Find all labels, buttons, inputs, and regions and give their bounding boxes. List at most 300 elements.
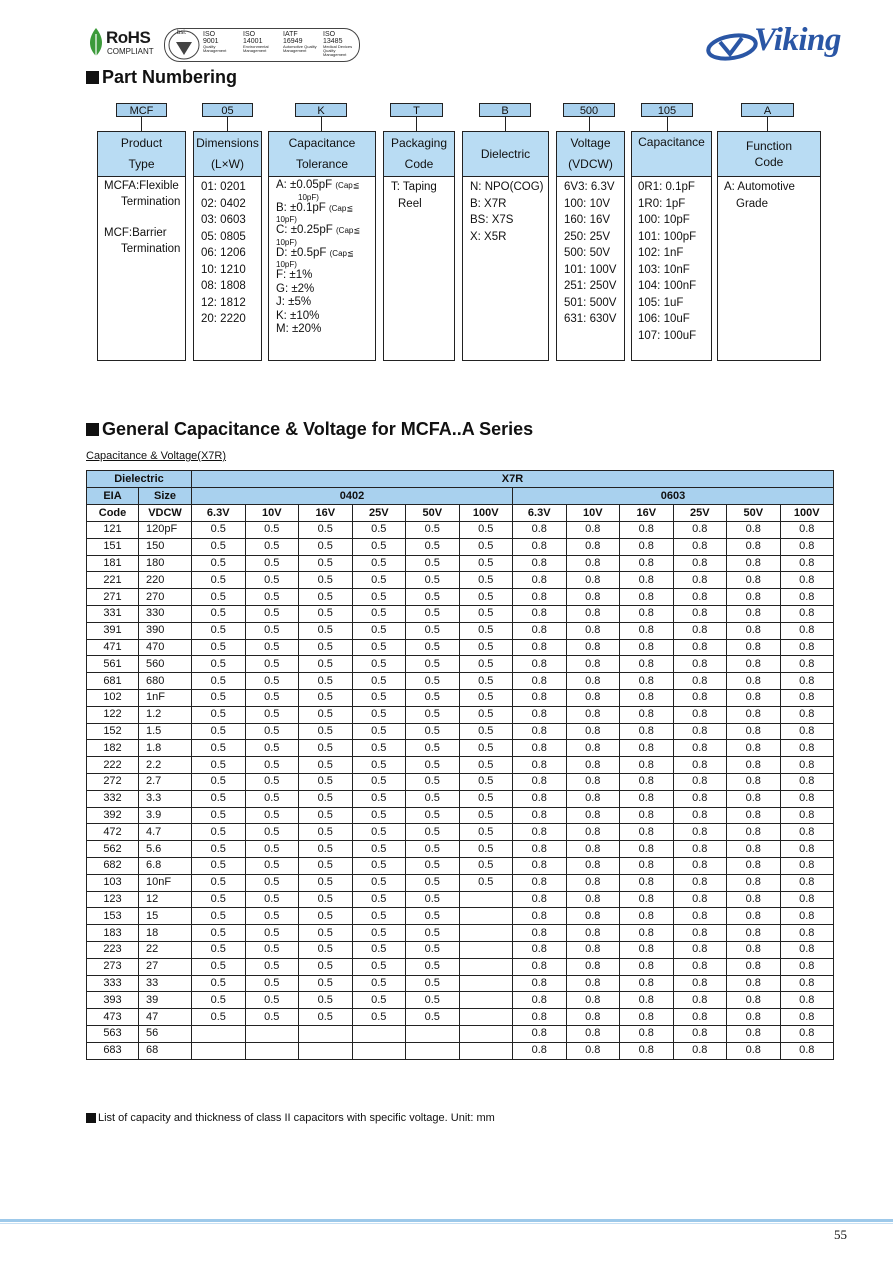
thickness-cell-0402: 0.5 [352,656,406,673]
thickness-cell-0402: 0.5 [192,689,246,706]
thickness-cell-0402: 0.5 [245,925,299,942]
thickness-cell-0603: 0.8 [513,605,567,622]
thickness-cell-0603: 0.8 [727,908,781,925]
thickness-cell-0402: 0.5 [245,941,299,958]
thickness-cell-0402: 0.5 [245,589,299,606]
eia-code-cell: 102 [87,689,139,706]
thickness-cell-0603: 0.8 [780,555,834,572]
table-row [87,1025,834,1042]
values-function: A: Automotive Grade [717,177,821,361]
thickness-cell-0603: 0.8 [620,723,674,740]
thickness-cell-0402: 0.5 [192,841,246,858]
thickness-cell-0603: 0.8 [513,723,567,740]
thickness-cell-0603: 0.8 [620,757,674,774]
thickness-cell-0402: 0.5 [406,790,460,807]
thickness-cell-0603: 0.8 [780,824,834,841]
thickness-cell-0402: 0.5 [352,723,406,740]
thickness-cell-0603: 0.8 [620,824,674,841]
thickness-cell-0402: 0.5 [352,807,406,824]
thickness-cell-0603: 0.8 [673,589,727,606]
capacitance-cell: 15 [139,908,192,925]
thickness-cell-0603: 0.8 [566,874,620,891]
thickness-cell-0402: 0.5 [352,740,406,757]
thickness-cell-0402: 0.5 [406,589,460,606]
table-row [87,589,834,606]
eia-code-cell: 103 [87,874,139,891]
thickness-cell-0402: 0.5 [192,706,246,723]
thickness-cell-0402 [192,1025,246,1042]
capacitance-cell: 68 [139,1042,192,1059]
thickness-cell-0603: 0.8 [727,992,781,1009]
connector-line [141,117,142,131]
thickness-cell-0402: 0.5 [192,589,246,606]
thickness-cell-0402: 0.5 [352,874,406,891]
thickness-cell-0402: 0.5 [299,891,353,908]
thickness-cell-0402: 0.5 [352,622,406,639]
eia-code-cell: 393 [87,992,139,1009]
thickness-cell-0402 [459,941,513,958]
table-row [87,925,834,942]
voltage-header: 25V [673,505,727,522]
thickness-cell-0402: 0.5 [299,723,353,740]
thickness-cell-0402 [352,1042,406,1059]
table-row [87,538,834,555]
thickness-cell-0603: 0.8 [620,807,674,824]
thickness-cell-0402: 0.5 [192,925,246,942]
thickness-cell-0603: 0.8 [513,773,567,790]
thickness-cell-0402: 0.5 [406,1009,460,1026]
thickness-cell-0402: 0.5 [299,992,353,1009]
eia-header: EIA [87,488,139,505]
viking-logo [706,22,851,64]
category-dimensions: Dimensions (L×W) [193,131,262,177]
eia-code-cell: 153 [87,908,139,925]
thickness-cell-0603: 0.8 [780,522,834,539]
thickness-cell-0603: 0.8 [727,723,781,740]
cert-bsi: bsi. [177,30,187,36]
thickness-cell-0402: 0.5 [352,639,406,656]
code-header: Code [87,505,139,522]
thickness-cell-0402 [459,958,513,975]
thickness-cell-0603: 0.8 [513,572,567,589]
thickness-cell-0402: 0.5 [245,639,299,656]
thickness-cell-0402 [459,992,513,1009]
thickness-cell-0402: 0.5 [406,925,460,942]
thickness-cell-0603: 0.8 [673,807,727,824]
thickness-cell-0402: 0.5 [299,841,353,858]
thickness-cell-0402: 0.5 [352,958,406,975]
thickness-cell-0402: 0.5 [459,723,513,740]
thickness-cell-0402: 0.5 [406,522,460,539]
thickness-cell-0603: 0.8 [566,656,620,673]
thickness-cell-0603: 0.8 [673,656,727,673]
cert-iatf-16949: IATF 16949 Automotive Quality Management [283,31,317,53]
thickness-cell-0603: 0.8 [566,605,620,622]
thickness-cell-0603: 0.8 [513,975,567,992]
thickness-cell-0402: 0.5 [192,975,246,992]
thickness-cell-0402: 0.5 [245,555,299,572]
thickness-cell-0603: 0.8 [513,555,567,572]
connector-line [505,117,506,131]
eia-code-cell: 563 [87,1025,139,1042]
eia-code-cell: 183 [87,925,139,942]
thickness-cell-0603: 0.8 [513,706,567,723]
thickness-cell-0603: 0.8 [727,773,781,790]
table-row [87,656,834,673]
cert-iso-9001: ISO 9001 Quality Management [203,31,227,53]
connector-line [416,117,417,131]
thickness-cell-0603: 0.8 [727,841,781,858]
thickness-cell-0603: 0.8 [566,689,620,706]
thickness-cell-0402: 0.5 [245,572,299,589]
thickness-cell-0603: 0.8 [673,572,727,589]
thickness-cell-0402: 0.5 [299,589,353,606]
thickness-cell-0402: 0.5 [245,891,299,908]
code-box-dielectric: B [479,103,531,117]
capacitance-cell: 33 [139,975,192,992]
capacitance-cell: 47 [139,1009,192,1026]
thickness-cell-0603: 0.8 [620,1009,674,1026]
thickness-cell-0402: 0.5 [299,538,353,555]
voltage-header: 25V [352,505,406,522]
thickness-cell-0603: 0.8 [780,975,834,992]
thickness-cell-0603: 0.8 [673,1042,727,1059]
table-row [87,992,834,1009]
capacitance-cell: 120pF [139,522,192,539]
thickness-cell-0603: 0.8 [620,522,674,539]
thickness-cell-0402: 0.5 [406,706,460,723]
thickness-cell-0402: 0.5 [192,555,246,572]
thickness-cell-0402: 0.5 [406,656,460,673]
thickness-cell-0603: 0.8 [673,689,727,706]
capacitance-cell: 680 [139,673,192,690]
table-row [87,706,834,723]
thickness-cell-0603: 0.8 [620,941,674,958]
thickness-cell-0402: 0.5 [459,773,513,790]
size-header: Size [139,488,192,505]
thickness-cell-0402: 0.5 [192,673,246,690]
thickness-cell-0402: 0.5 [192,757,246,774]
thickness-cell-0603: 0.8 [780,723,834,740]
thickness-cell-0603: 0.8 [513,656,567,673]
values-dielectric: N: NPO(COG) B: X7R BS: X7S X: X5R [462,177,549,361]
thickness-cell-0402: 0.5 [245,656,299,673]
table-row [87,555,834,572]
thickness-cell-0603: 0.8 [780,673,834,690]
table-row [87,941,834,958]
thickness-cell-0603: 0.8 [673,757,727,774]
capacitance-cell: 1nF [139,689,192,706]
thickness-cell-0402: 0.5 [245,807,299,824]
code-box-tolerance: K [295,103,347,117]
thickness-cell-0603: 0.8 [566,673,620,690]
eia-code-cell: 683 [87,1042,139,1059]
thickness-cell-0402: 0.5 [299,706,353,723]
capacitance-cell: 10nF [139,874,192,891]
thickness-cell-0402: 0.5 [299,605,353,622]
thickness-cell-0603: 0.8 [780,958,834,975]
eia-code-cell: 182 [87,740,139,757]
thickness-cell-0402: 0.5 [459,689,513,706]
category-tolerance: Capacitance Tolerance [268,131,376,177]
thickness-cell-0603: 0.8 [513,639,567,656]
thickness-cell-0402: 0.5 [352,706,406,723]
thickness-cell-0603: 0.8 [513,857,567,874]
thickness-cell-0603: 0.8 [513,824,567,841]
thickness-cell-0603: 0.8 [620,958,674,975]
thickness-cell-0402: 0.5 [245,773,299,790]
eia-code-cell: 471 [87,639,139,656]
table-row [87,522,834,539]
thickness-cell-0402: 0.5 [406,941,460,958]
thickness-cell-0402: 0.5 [352,857,406,874]
thickness-cell-0402: 0.5 [192,958,246,975]
thickness-cell-0603: 0.8 [780,605,834,622]
eia-code-cell: 391 [87,622,139,639]
capacitance-cell: 470 [139,639,192,656]
thickness-cell-0402: 0.5 [299,622,353,639]
footer-rule [0,1219,893,1222]
thickness-cell-0402: 0.5 [459,673,513,690]
thickness-cell-0603: 0.8 [727,589,781,606]
thickness-cell-0402: 0.5 [192,790,246,807]
thickness-cell-0402: 0.5 [245,757,299,774]
eia-code-cell: 682 [87,857,139,874]
thickness-cell-0603: 0.8 [513,522,567,539]
thickness-cell-0603: 0.8 [780,790,834,807]
thickness-cell-0603: 0.8 [620,740,674,757]
thickness-cell-0603: 0.8 [566,538,620,555]
thickness-cell-0402: 0.5 [245,1009,299,1026]
thickness-cell-0402 [406,1042,460,1059]
thickness-cell-0603: 0.8 [566,1042,620,1059]
thickness-cell-0603: 0.8 [780,1042,834,1059]
table-row [87,572,834,589]
viking-emblem-icon [706,32,758,62]
thickness-cell-0402: 0.5 [459,589,513,606]
thickness-cell-0603: 0.8 [620,975,674,992]
thickness-cell-0603: 0.8 [727,689,781,706]
thickness-cell-0603: 0.8 [780,622,834,639]
table-row [87,673,834,690]
connector-line [667,117,668,131]
thickness-cell-0603: 0.8 [727,572,781,589]
values-product-type: MCFA:Flexible Termination MCF:Barrier Termination [97,177,186,361]
connector-line [589,117,590,131]
thickness-cell-0603: 0.8 [620,857,674,874]
thickness-cell-0402: 0.5 [352,522,406,539]
thickness-cell-0603: 0.8 [727,639,781,656]
footer-rule-thin [0,1223,893,1224]
thickness-cell-0402: 0.5 [406,622,460,639]
capacitance-cell: 39 [139,992,192,1009]
thickness-cell-0603: 0.8 [620,908,674,925]
thickness-cell-0402: 0.5 [192,992,246,1009]
thickness-cell-0402: 0.5 [299,824,353,841]
thickness-cell-0402: 0.5 [299,941,353,958]
thickness-cell-0603: 0.8 [566,992,620,1009]
thickness-cell-0603: 0.8 [566,958,620,975]
thickness-cell-0603: 0.8 [673,841,727,858]
thickness-cell-0603: 0.8 [513,874,567,891]
table-row [87,958,834,975]
thickness-cell-0603: 0.8 [513,841,567,858]
thickness-cell-0402: 0.5 [299,673,353,690]
code-box-packaging: T [390,103,443,117]
eia-code-cell: 333 [87,975,139,992]
table-row [87,841,834,858]
thickness-cell-0402: 0.5 [406,874,460,891]
thickness-cell-0603: 0.8 [673,857,727,874]
category-dielectric: Dielectric [462,131,549,177]
eia-code-cell: 562 [87,841,139,858]
thickness-cell-0402: 0.5 [459,790,513,807]
thickness-cell-0402: 0.5 [459,605,513,622]
thickness-cell-0603: 0.8 [780,841,834,858]
thickness-cell-0603: 0.8 [513,1042,567,1059]
thickness-cell-0603: 0.8 [566,773,620,790]
thickness-cell-0603: 0.8 [620,874,674,891]
thickness-cell-0603: 0.8 [673,1025,727,1042]
category-packaging: Packaging Code [383,131,455,177]
eia-code-cell: 473 [87,1009,139,1026]
table-row [87,1042,834,1059]
thickness-cell-0603: 0.8 [673,941,727,958]
eia-code-cell: 392 [87,807,139,824]
thickness-cell-0603: 0.8 [620,1025,674,1042]
thickness-cell-0603: 0.8 [780,1025,834,1042]
thickness-cell-0402: 0.5 [406,857,460,874]
table-row [87,908,834,925]
heading-square-icon [86,71,99,84]
thickness-cell-0603: 0.8 [566,807,620,824]
thickness-cell-0603: 0.8 [780,572,834,589]
thickness-cell-0402: 0.5 [352,689,406,706]
thickness-cell-0402: 0.5 [459,874,513,891]
thickness-cell-0402: 0.5 [245,706,299,723]
capacitance-cell: 22 [139,941,192,958]
table-row [87,857,834,874]
thickness-cell-0603: 0.8 [780,891,834,908]
cert-iso-13485: ISO 13485 Medical Devices Quality Management [323,31,353,57]
thickness-cell-0603: 0.8 [566,706,620,723]
thickness-cell-0603: 0.8 [673,605,727,622]
thickness-cell-0402: 0.5 [245,673,299,690]
thickness-cell-0402 [352,1025,406,1042]
thickness-cell-0603: 0.8 [780,908,834,925]
thickness-cell-0603: 0.8 [780,757,834,774]
thickness-cell-0402: 0.5 [192,908,246,925]
capacitance-cell: 1.8 [139,740,192,757]
thickness-cell-0402: 0.5 [406,824,460,841]
thickness-cell-0603: 0.8 [620,538,674,555]
thickness-cell-0603: 0.8 [513,1009,567,1026]
eia-code-cell: 122 [87,706,139,723]
size-0603-header: 0603 [513,488,834,505]
thickness-cell-0603: 0.8 [513,807,567,824]
brand-name: Viking [754,22,841,58]
thickness-cell-0603: 0.8 [513,589,567,606]
thickness-cell-0402: 0.5 [406,572,460,589]
table-row [87,975,834,992]
thickness-cell-0402 [459,1042,513,1059]
thickness-cell-0402 [192,1042,246,1059]
thickness-cell-0402: 0.5 [299,639,353,656]
eia-code-cell: 272 [87,773,139,790]
thickness-cell-0603: 0.8 [673,874,727,891]
values-packaging: T: Taping Reel [383,177,455,361]
capacitance-cell: 1.5 [139,723,192,740]
thickness-cell-0402: 0.5 [406,673,460,690]
voltage-header: 10V [245,505,299,522]
table-row [87,689,834,706]
thickness-cell-0402: 0.5 [245,790,299,807]
thickness-cell-0402: 0.5 [192,639,246,656]
thickness-cell-0402: 0.5 [459,706,513,723]
thickness-cell-0402: 0.5 [192,740,246,757]
thickness-cell-0603: 0.8 [620,925,674,942]
thickness-cell-0603: 0.8 [513,992,567,1009]
capacitance-cell: 2.2 [139,757,192,774]
thickness-cell-0603: 0.8 [566,1009,620,1026]
thickness-cell-0402: 0.5 [352,975,406,992]
thickness-cell-0402: 0.5 [459,555,513,572]
thickness-cell-0402: 0.5 [352,941,406,958]
voltage-header: 6.3V [192,505,246,522]
thickness-cell-0603: 0.8 [727,706,781,723]
thickness-cell-0402: 0.5 [245,841,299,858]
thickness-cell-0402: 0.5 [299,857,353,874]
thickness-cell-0603: 0.8 [620,572,674,589]
thickness-cell-0402: 0.5 [352,841,406,858]
thickness-cell-0402: 0.5 [245,740,299,757]
thickness-cell-0603: 0.8 [673,975,727,992]
eia-code-cell: 223 [87,941,139,958]
general-capacitance-heading: General Capacitance & Voltage for MCFA..A Series [86,419,533,440]
capacitance-cell: 560 [139,656,192,673]
capacitance-cell: 56 [139,1025,192,1042]
thickness-cell-0402: 0.5 [406,807,460,824]
thickness-cell-0402: 0.5 [245,622,299,639]
thickness-cell-0402: 0.5 [352,605,406,622]
capacitance-cell: 5.6 [139,841,192,858]
thickness-cell-0402: 0.5 [352,589,406,606]
thickness-cell-0402: 0.5 [406,538,460,555]
eia-code-cell: 472 [87,824,139,841]
thickness-cell-0402: 0.5 [245,605,299,622]
category-voltage: Voltage (VDCW) [556,131,625,177]
thickness-cell-0402: 0.5 [245,857,299,874]
thickness-cell-0603: 0.8 [727,538,781,555]
eia-code-cell: 561 [87,656,139,673]
thickness-cell-0402: 0.5 [459,824,513,841]
thickness-cell-0402: 0.5 [406,740,460,757]
thickness-cell-0402: 0.5 [192,572,246,589]
thickness-cell-0603: 0.8 [620,639,674,656]
thickness-cell-0603: 0.8 [780,941,834,958]
thickness-cell-0402: 0.5 [352,790,406,807]
thickness-cell-0603: 0.8 [566,857,620,874]
thickness-cell-0402: 0.5 [192,874,246,891]
thickness-cell-0603: 0.8 [727,925,781,942]
thickness-cell-0603: 0.8 [513,622,567,639]
thickness-cell-0402: 0.5 [192,522,246,539]
code-box-product-type: MCF [116,103,167,117]
thickness-cell-0402: 0.5 [245,522,299,539]
thickness-cell-0603: 0.8 [513,925,567,942]
thickness-cell-0402: 0.5 [299,572,353,589]
thickness-cell-0603: 0.8 [727,891,781,908]
